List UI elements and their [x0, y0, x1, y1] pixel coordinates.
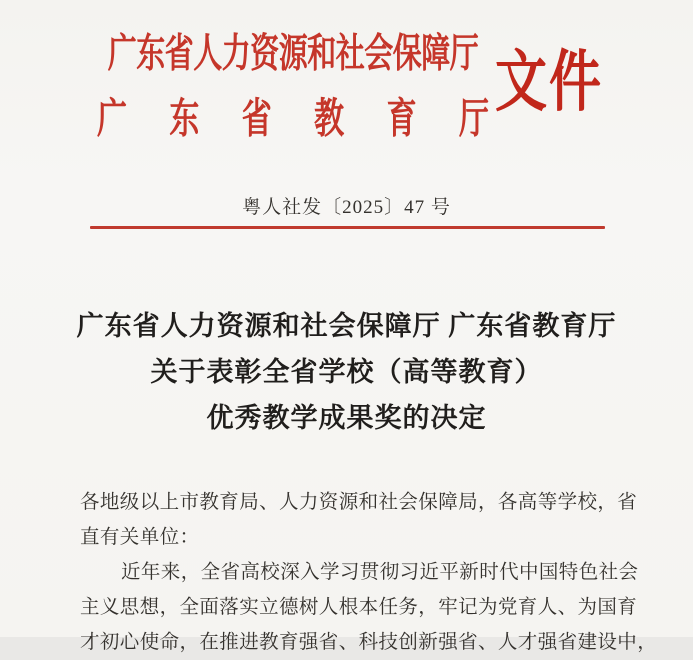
- title-line-3: 优秀教学成果奖的决定: [206, 403, 487, 433]
- agency-line-1-wrap: [95, 20, 491, 80]
- paragraph-line: 近年来，全省高校深入学习贯彻习近平新时代中国特色社会: [121, 562, 639, 583]
- agency-line-1: 广东省人力资源和社会保障厅: [107, 31, 479, 76]
- title-line-1: 广东省人力资源和社会保障厅 广东省教育厅: [76, 311, 617, 341]
- paragraph-line: 主义思想，全面落实立德树人根本任务，牢记为党育人、为国育: [80, 597, 638, 618]
- salutation-line: 直有关单位：: [80, 527, 200, 548]
- document-body: [80, 485, 658, 660]
- red-divider-line: [90, 226, 605, 229]
- doc-number: 粤人社发〔2025〕47 号: [242, 197, 451, 218]
- title-line-2: 关于表彰全省学校（高等教育）: [150, 357, 543, 387]
- letterhead: [0, 0, 693, 143]
- paragraph-line: 才初心使命，在推进教育强省、科技创新强省、人才强省建设中，: [80, 632, 658, 653]
- doc-type-label: 文件: [495, 46, 604, 120]
- agency-names: [95, 20, 491, 143]
- salutation-line: 各地级以上市教育局、人力资源和社会保障局，各高等学校，省: [80, 492, 638, 513]
- document-title: [0, 303, 693, 441]
- agency-line-2: 广 东 省 教 育 厅: [97, 96, 489, 143]
